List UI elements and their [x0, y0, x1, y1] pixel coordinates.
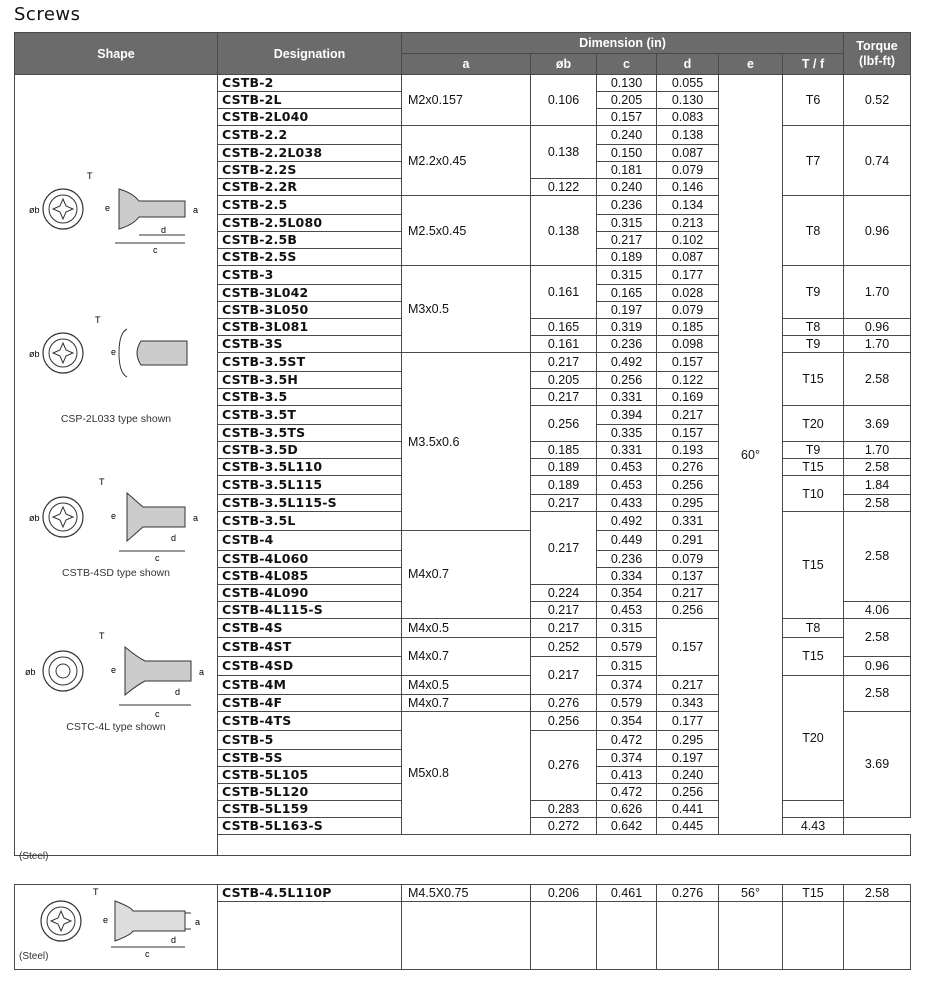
designation-cell: CSTB-4S — [218, 618, 402, 637]
torque-cell: 0.52 — [844, 75, 911, 126]
label-e: e — [111, 665, 117, 675]
torque-cell: 0.96 — [844, 196, 911, 266]
tf-cell: T8 — [783, 319, 844, 336]
d-cell: 0.146 — [657, 179, 719, 196]
tf-cell: T8 — [783, 618, 844, 637]
d-cell: 0.087 — [657, 249, 719, 266]
a-cell: M4x0.7 — [402, 531, 531, 618]
d-cell: 0.083 — [657, 109, 719, 126]
empty-cell — [597, 902, 657, 970]
c-cell: 0.189 — [597, 249, 657, 266]
screw-diagram-1 — [15, 163, 215, 283]
tf-cell: T15 — [783, 353, 844, 406]
b-cell: 0.138 — [531, 196, 597, 266]
designation-cell: CSTB-2.2 — [218, 126, 402, 145]
a-cell: M4x0.7 — [402, 637, 531, 675]
d-cell: 0.256 — [657, 784, 719, 801]
c-cell: 0.236 — [597, 336, 657, 353]
d-cell: 0.291 — [657, 531, 719, 550]
designation-cell: CSTB-3.5H — [218, 372, 402, 389]
b-cell: 0.217 — [531, 389, 597, 406]
b-cell: 0.276 — [531, 730, 597, 800]
d-cell: 0.217 — [657, 406, 719, 425]
designation-cell: CSTB-4M — [218, 675, 402, 694]
designation-cell: CSTB-2L040 — [218, 109, 402, 126]
torque-cell: 0.96 — [844, 656, 911, 675]
torque-cell: 2.58 — [844, 675, 911, 711]
d-cell: 0.098 — [657, 336, 719, 353]
torque-cell: 4.06 — [844, 601, 911, 618]
empty-cell — [783, 902, 844, 970]
d-cell: 0.138 — [657, 126, 719, 145]
torque-cell: 3.69 — [844, 406, 911, 442]
tf-cell: T9 — [783, 336, 844, 353]
a-cell: M2.2x0.45 — [402, 126, 531, 196]
label-a: a — [193, 513, 199, 523]
d-cell: 0.295 — [657, 730, 719, 749]
d-cell: 0.256 — [657, 601, 719, 618]
tf-cell: T15 — [783, 637, 844, 675]
tf-cell: T9 — [783, 442, 844, 459]
d-cell: 0.177 — [657, 266, 719, 285]
header-dimension: Dimension (in) — [402, 33, 844, 54]
label-t: T — [99, 631, 105, 641]
designation-cell: CSTB-2.2S — [218, 162, 402, 179]
header-a: a — [402, 54, 531, 75]
c-cell: 0.197 — [597, 302, 657, 319]
d-cell: 0.197 — [657, 750, 719, 767]
d-cell: 0.276 — [657, 459, 719, 476]
label-d: d — [161, 225, 167, 235]
designation-cell: CSTB-2 — [218, 75, 402, 92]
caption-2: CSTB-4SD type shown — [62, 567, 170, 579]
label-e: e — [103, 915, 109, 925]
tf-cell: T6 — [783, 75, 844, 126]
torque-cell: 2.58 — [844, 618, 911, 656]
a-cell: M2x0.157 — [402, 75, 531, 126]
b-cell: 0.185 — [531, 442, 597, 459]
tf-cell: T20 — [783, 675, 844, 800]
label-b: øb — [29, 513, 40, 523]
label-t: T — [93, 887, 99, 897]
c-cell: 0.642 — [597, 818, 657, 835]
d-cell: 0.079 — [657, 550, 719, 567]
c-cell: 0.315 — [597, 618, 657, 637]
d-cell: 0.130 — [657, 92, 719, 109]
torque-cell: 2.58 — [844, 512, 911, 601]
b-cell: 0.276 — [531, 694, 597, 711]
c-cell: 0.236 — [597, 550, 657, 567]
designation-cell: CSTB-3L042 — [218, 285, 402, 302]
a-cell: M2.5x0.45 — [402, 196, 531, 266]
a-cell: M4x0.5 — [402, 618, 531, 637]
c-cell: 0.453 — [597, 601, 657, 618]
header-b: øb — [531, 54, 597, 75]
tf-cell: T20 — [783, 406, 844, 442]
b-cell: 0.217 — [531, 618, 597, 637]
designation-cell: CSTB-3.5 — [218, 389, 402, 406]
caption-1: CSP-2L033 type shown — [60, 413, 172, 425]
b-cell: 0.217 — [531, 656, 597, 694]
d-cell: 0.185 — [657, 319, 719, 336]
d-cell: 0.331 — [657, 512, 719, 531]
b-cell: 0.217 — [531, 495, 597, 512]
screw-diagram-4 — [15, 625, 215, 725]
designation-cell: CSTB-3L081 — [218, 319, 402, 336]
designation-cell: CSTB-2.2L038 — [218, 145, 402, 162]
tf-cell: T10 — [783, 476, 844, 512]
d-cell: 0.134 — [657, 196, 719, 215]
c-cell: 0.205 — [597, 92, 657, 109]
header-shape: Shape — [15, 33, 218, 75]
b-cell: 0.206 — [531, 885, 597, 902]
designation-cell: CSTB-3S — [218, 336, 402, 353]
d-cell: 0.028 — [657, 285, 719, 302]
header-designation: Designation — [218, 33, 402, 75]
label-a: a — [193, 205, 199, 215]
designation-cell: CSTB-5 — [218, 730, 402, 749]
designation-cell: CSTB-3L050 — [218, 302, 402, 319]
empty-cell — [844, 902, 911, 970]
c-cell: 0.315 — [597, 656, 657, 675]
empty-cell — [531, 902, 597, 970]
designation-cell: CSTB-3.5ST — [218, 353, 402, 372]
c-cell: 0.492 — [597, 512, 657, 531]
header-d: d — [657, 54, 719, 75]
label-d: d — [171, 935, 177, 945]
c-cell: 0.217 — [597, 232, 657, 249]
header-torque: Torque (lbf-ft) — [844, 33, 911, 75]
d-cell: 0.441 — [657, 801, 719, 818]
designation-cell: CSTB-3.5L115 — [218, 476, 402, 495]
c-cell: 0.331 — [597, 442, 657, 459]
designation-cell: CSTB-4SD — [218, 656, 402, 675]
c-cell: 0.130 — [597, 75, 657, 92]
d-cell: 0.079 — [657, 162, 719, 179]
d-cell: 0.217 — [657, 675, 719, 694]
c-cell: 0.354 — [597, 584, 657, 601]
c-cell: 0.394 — [597, 406, 657, 425]
d-cell: 0.079 — [657, 302, 719, 319]
c-cell: 0.472 — [597, 784, 657, 801]
d-cell: 0.102 — [657, 232, 719, 249]
d-cell: 0.256 — [657, 476, 719, 495]
c-cell: 0.256 — [597, 372, 657, 389]
c-cell: 0.626 — [597, 801, 657, 818]
d-cell: 0.055 — [657, 75, 719, 92]
d-cell: 0.087 — [657, 145, 719, 162]
a-cell: M3x0.5 — [402, 266, 531, 353]
designation-cell: CSTB-2.2R — [218, 179, 402, 196]
c-cell: 0.374 — [597, 750, 657, 767]
c-cell: 0.240 — [597, 179, 657, 196]
c-cell: 0.354 — [597, 711, 657, 730]
c-cell: 0.579 — [597, 637, 657, 656]
empty-row — [218, 835, 911, 856]
d-cell: 0.276 — [657, 885, 719, 902]
c-cell: 0.453 — [597, 476, 657, 495]
designation-cell: CSTB-2.5L080 — [218, 215, 402, 232]
label-e: e — [111, 511, 117, 521]
shape-cell-2 — [15, 885, 218, 970]
a-cell: M4x0.7 — [402, 694, 531, 711]
e-cell: 56° — [719, 885, 783, 902]
torque-cell: 2.58 — [844, 353, 911, 406]
designation-cell: CSTB-5S — [218, 750, 402, 767]
label-c: c — [155, 553, 160, 563]
c-cell: 0.240 — [597, 126, 657, 145]
b-cell: 0.161 — [531, 266, 597, 319]
designation-cell: CSTB-4L115-S — [218, 601, 402, 618]
label-c: c — [155, 709, 160, 719]
designation-cell: CSTB-3.5TS — [218, 425, 402, 442]
d-cell: 0.343 — [657, 694, 719, 711]
material-label: (Steel) — [19, 851, 49, 862]
c-cell: 0.492 — [597, 353, 657, 372]
screws-table — [14, 32, 911, 862]
d-cell: 0.193 — [657, 442, 719, 459]
caption-3: CSTC-4L type shown — [66, 721, 166, 733]
designation-cell: CSTB-4L085 — [218, 567, 402, 584]
header-e: e — [719, 54, 783, 75]
d-cell: 0.157 — [657, 353, 719, 372]
tf-cell: T7 — [783, 126, 844, 196]
d-cell: 0.295 — [657, 495, 719, 512]
designation-cell: CSTB-5L120 — [218, 784, 402, 801]
designation-cell: CSTB-2L — [218, 92, 402, 109]
a-cell: M5x0.8 — [402, 711, 531, 834]
tf-cell: T8 — [783, 196, 844, 266]
designation-cell: CSTB-3.5L — [218, 512, 402, 531]
tf-cell: T15 — [783, 885, 844, 902]
b-cell: 0.217 — [531, 601, 597, 618]
material-label: (Steel) — [19, 951, 49, 962]
b-cell: 0.106 — [531, 75, 597, 126]
torque-cell: 1.70 — [844, 336, 911, 353]
b-cell: 0.205 — [531, 372, 597, 389]
torque-cell: 4.43 — [783, 818, 844, 835]
c-cell: 0.579 — [597, 694, 657, 711]
c-cell: 0.150 — [597, 145, 657, 162]
label-c: c — [153, 245, 158, 255]
header-c: c — [597, 54, 657, 75]
designation-cell: CSTB-4ST — [218, 637, 402, 656]
screw-diagram-2 — [15, 307, 215, 407]
c-cell: 0.461 — [597, 885, 657, 902]
header-tf: T / f — [783, 54, 844, 75]
designation-cell: CSTB-4.5L110P — [218, 885, 402, 902]
c-cell: 0.157 — [597, 109, 657, 126]
a-cell: M4.5X0.75 — [402, 885, 531, 902]
c-cell: 0.319 — [597, 319, 657, 336]
b-cell: 0.122 — [531, 179, 597, 196]
label-b: øb — [29, 349, 40, 359]
designation-cell: CSTB-3.5T — [218, 406, 402, 425]
designation-cell: CSTB-5L159 — [218, 801, 402, 818]
label-e: e — [111, 347, 117, 357]
designation-cell: CSTB-4F — [218, 694, 402, 711]
empty-cell — [402, 902, 531, 970]
c-cell: 0.315 — [597, 215, 657, 232]
torque-cell: 2.58 — [844, 495, 911, 512]
label-a: a — [199, 667, 205, 677]
b-cell: 0.161 — [531, 336, 597, 353]
c-cell: 0.236 — [597, 196, 657, 215]
b-cell: 0.272 — [531, 818, 597, 835]
c-cell: 0.181 — [597, 162, 657, 179]
tf-cell: T9 — [783, 266, 844, 319]
torque-cell: 0.96 — [844, 319, 911, 336]
c-cell: 0.433 — [597, 495, 657, 512]
label-c: c — [145, 949, 150, 959]
c-cell: 0.315 — [597, 266, 657, 285]
screws-table-2 — [14, 884, 911, 970]
e-cell: 60° — [719, 75, 783, 835]
label-b: øb — [29, 205, 40, 215]
designation-cell: CSTB-5L105 — [218, 767, 402, 784]
d-cell: 0.445 — [657, 818, 719, 835]
d-cell: 0.157 — [657, 425, 719, 442]
page-title: Screws — [14, 4, 81, 25]
label-a: a — [195, 917, 201, 927]
designation-cell: CSTB-4L060 — [218, 550, 402, 567]
a-cell: M3.5x0.6 — [402, 353, 531, 531]
c-cell: 0.453 — [597, 459, 657, 476]
d-cell: 0.217 — [657, 584, 719, 601]
c-cell: 0.413 — [597, 767, 657, 784]
d-cell: 0.157 — [657, 618, 719, 675]
a-cell: M4x0.5 — [402, 675, 531, 694]
d-cell: 0.240 — [657, 767, 719, 784]
designation-cell: CSTB-3.5L110 — [218, 459, 402, 476]
table-row — [15, 75, 911, 92]
c-cell: 0.472 — [597, 730, 657, 749]
label-t: T — [99, 477, 105, 487]
d-cell: 0.213 — [657, 215, 719, 232]
d-cell: 0.177 — [657, 711, 719, 730]
designation-cell: CSTB-2.5S — [218, 249, 402, 266]
empty-cell — [218, 902, 402, 970]
d-cell: 0.137 — [657, 567, 719, 584]
designation-cell: CSTB-2.5 — [218, 196, 402, 215]
designation-cell: CSTB-3.5L115-S — [218, 495, 402, 512]
tf-cell: T15 — [783, 459, 844, 476]
torque-cell: 3.69 — [844, 711, 911, 817]
label-d: d — [171, 533, 177, 543]
b-cell: 0.256 — [531, 711, 597, 730]
b-cell: 0.256 — [531, 406, 597, 442]
c-cell: 0.449 — [597, 531, 657, 550]
torque-cell: 1.70 — [844, 442, 911, 459]
b-cell: 0.217 — [531, 353, 597, 372]
torque-cell: 2.58 — [844, 459, 911, 476]
label-t: T — [95, 315, 101, 325]
label-e: e — [105, 203, 111, 213]
empty-cell — [657, 902, 719, 970]
label-b: øb — [25, 667, 36, 677]
torque-cell: 1.70 — [844, 266, 911, 319]
shape-cell — [15, 75, 218, 862]
torque-cell: 2.58 — [844, 885, 911, 902]
d-cell: 0.169 — [657, 389, 719, 406]
d-cell: 0.122 — [657, 372, 719, 389]
c-cell: 0.165 — [597, 285, 657, 302]
c-cell: 0.331 — [597, 389, 657, 406]
designation-cell: CSTB-3 — [218, 266, 402, 285]
designation-cell: CSTB-4L090 — [218, 584, 402, 601]
designation-cell: CSTB-5L163-S — [218, 818, 402, 835]
c-cell: 0.334 — [597, 567, 657, 584]
screw-diagram-3 — [15, 471, 215, 571]
designation-cell: CSTB-4 — [218, 531, 402, 550]
b-cell: 0.283 — [531, 801, 597, 818]
torque-cell: 1.84 — [844, 476, 911, 495]
c-cell: 0.374 — [597, 675, 657, 694]
b-cell: 0.189 — [531, 476, 597, 495]
label-t: T — [87, 171, 93, 181]
b-cell: 0.217 — [531, 512, 597, 584]
designation-cell: CSTB-3.5D — [218, 442, 402, 459]
tf-cell: T15 — [783, 512, 844, 618]
c-cell: 0.335 — [597, 425, 657, 442]
b-cell: 0.138 — [531, 126, 597, 179]
b-cell: 0.165 — [531, 319, 597, 336]
label-d: d — [175, 687, 181, 697]
torque-cell: 0.74 — [844, 126, 911, 196]
b-cell: 0.224 — [531, 584, 597, 601]
designation-cell: CSTB-2.5B — [218, 232, 402, 249]
b-cell: 0.189 — [531, 459, 597, 476]
designation-cell: CSTB-4TS — [218, 711, 402, 730]
b-cell: 0.252 — [531, 637, 597, 656]
empty-cell — [719, 902, 783, 970]
